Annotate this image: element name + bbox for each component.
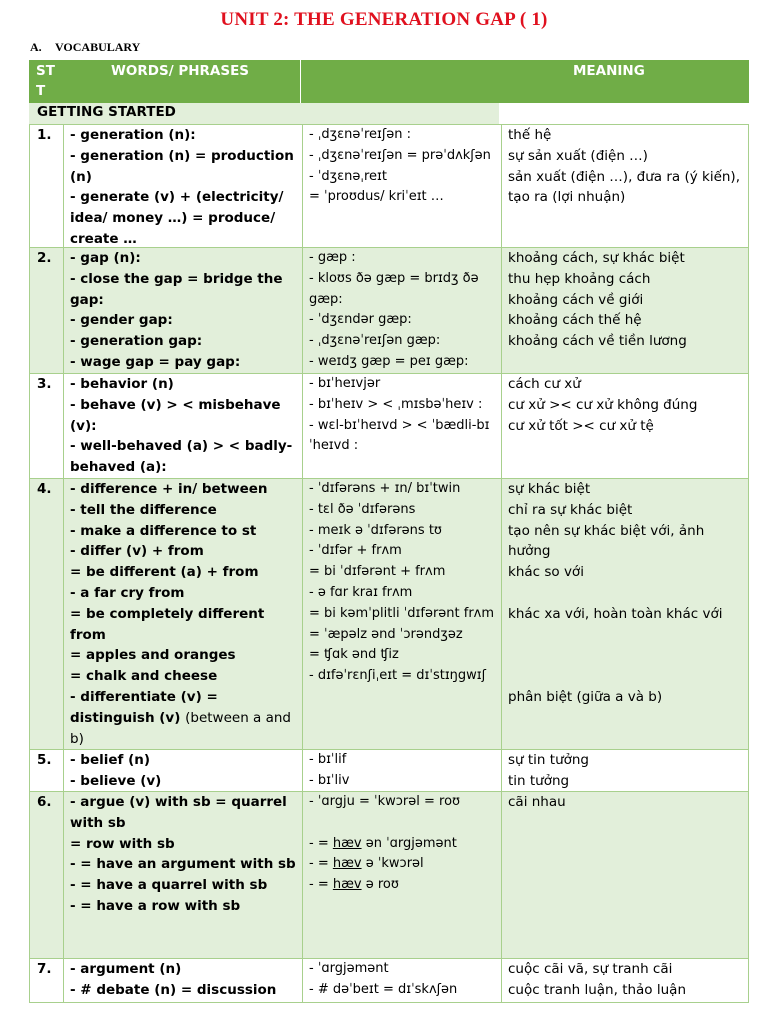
- underlined-ipa: hæv: [332, 856, 362, 872]
- word-line: - belief (n): [70, 752, 151, 768]
- ipa-line: - ˈdɪfər + frʌm: [309, 543, 402, 559]
- word-line: = apples and oranges: [70, 647, 236, 664]
- underlined-ipa: hæv: [332, 877, 362, 893]
- word-line: - well-behaved (a) > < badly-behaved (a):: [70, 438, 293, 476]
- ipa-line: - gæp :: [309, 250, 356, 265]
- meaning-line: cuộc cãi vã, sự tranh cãi: [508, 961, 673, 977]
- getting-started-heading: GETTING STARTED: [29, 103, 499, 124]
- ipa-line: - ˈdʒɛndər gæp:: [309, 312, 412, 328]
- ipa-line: - ˌdʒɛnəˈreɪʃən :: [309, 127, 412, 142]
- word-line: - difference + in/ between: [70, 481, 268, 497]
- word-line: - = have a quarrel with sb: [70, 877, 268, 894]
- header-words: WORDS/ PHRASES: [111, 63, 250, 79]
- section-number: A.: [30, 40, 42, 54]
- meaning-line: cách cư xử: [508, 376, 581, 392]
- word-line: - believe (v): [70, 772, 162, 789]
- word-line: = be completely different from: [70, 605, 265, 643]
- page-title: UNIT 2: THE GENERATION GAP ( 1): [220, 9, 548, 30]
- ipa-line: - wɛl-bɪˈheɪvd > < ˈbædli-bɪˈheɪvd :: [309, 417, 490, 454]
- row-number: 4.: [37, 481, 52, 497]
- row-pronunciation: [302, 750, 501, 791]
- underlined-ipa: hæv: [332, 835, 362, 851]
- row-pronunciation: [302, 248, 501, 373]
- table-row: [29, 479, 749, 750]
- meaning-line: thu hẹp khoảng cách: [508, 270, 651, 287]
- word-line: - generation (n) = production (n): [70, 147, 294, 185]
- meaning-line: tin tưởng: [508, 772, 570, 789]
- ipa-spacer: [309, 813, 497, 834]
- row-pronunciation: [302, 374, 501, 478]
- word-note: (between a and b): [70, 709, 292, 747]
- ipa-line: - tɛl ðə ˈdɪfərəns: [309, 501, 416, 517]
- row-words: [63, 750, 302, 791]
- ipa-line: - bɪˈliv: [309, 772, 350, 788]
- meaning-line: khoảng cách, sự khác biệt: [508, 250, 685, 266]
- word-line: - argue (v) with sb = quarrel with sb: [70, 794, 287, 831]
- section-heading: [30, 40, 140, 55]
- row-words: [63, 479, 302, 749]
- ipa-line: = ʧɑk ənd ʧiz: [309, 647, 399, 663]
- word-line: - wage gap = pay gap:: [70, 353, 241, 370]
- row-meaning: [501, 750, 750, 791]
- ipa-line: - dɪfəˈrɛnʃiˌeɪt = dɪˈstɪŋgwɪʃ: [309, 668, 486, 684]
- ipa-line: - ˈɑrgju = ˈkwɔrəl = roʊ: [309, 794, 461, 809]
- ipa-line: - ˌdʒɛnəˈreɪʃən = prəˈdʌkʃən: [309, 147, 491, 163]
- meaning-line: khoảng cách về giới: [508, 291, 644, 308]
- meaning-line: cư xử tốt >< cư xử tệ: [508, 417, 654, 434]
- meaning-line: chỉ ra sự khác biệt: [508, 501, 633, 518]
- ipa-line: - = hæv ə roʊ: [309, 877, 399, 893]
- section-label: VOCABULARY: [55, 40, 141, 54]
- word-line: - behave (v) > < misbehave (v):: [70, 396, 281, 434]
- ipa-line: - ˈɑrgjəmənt: [309, 961, 389, 976]
- ipa-line: - = hæv ən ˈɑrgjəmənt: [309, 835, 457, 851]
- word-line: - generation gap:: [70, 333, 203, 350]
- table-row: [29, 248, 749, 374]
- meaning-line: khác xa với, hoàn toàn khác với: [508, 605, 723, 622]
- meaning-line: sự tin tưởng: [508, 752, 590, 768]
- row-meaning: [501, 125, 750, 247]
- row-pronunciation: [302, 792, 501, 958]
- meaning-line: thế hệ: [508, 127, 552, 143]
- word-line: - gap (n):: [70, 250, 141, 266]
- meaning-line: phân biệt (giữa a và b): [508, 688, 663, 705]
- row-meaning: [501, 374, 750, 478]
- row-words: [63, 792, 302, 958]
- header-meaning: MEANING: [573, 63, 645, 79]
- table-row: [29, 792, 749, 959]
- word-line: - = have an argument with sb: [70, 856, 296, 873]
- row-words: [63, 248, 302, 373]
- ipa-line: = ˈæpəlz ənd ˈɔrəndʒəz: [309, 626, 463, 642]
- row-meaning: [501, 479, 750, 749]
- ipa-line: = bi ˈdɪfərənt + frʌm: [309, 564, 446, 580]
- word-line: = be different (a) + from: [70, 564, 259, 581]
- word-line: - generation (n):: [70, 127, 196, 143]
- word-text: - differentiate (v) = distinguish (v): [70, 688, 218, 726]
- table-row: [29, 124, 749, 248]
- row-number: 5.: [37, 752, 52, 768]
- ipa-line: - ˈdɪfərəns + ɪn/ bɪˈtwin: [309, 481, 461, 496]
- meaning-spacer: [508, 583, 746, 604]
- ipa-line: - ˈdʒɛnəˌreɪt: [309, 168, 387, 184]
- ipa-line: - weɪdʒ gæp = peɪ gæp:: [309, 353, 469, 369]
- header-st: ST T: [36, 63, 55, 99]
- ipa-line: - meɪk ə ˈdɪfərəns tʊ: [309, 522, 442, 538]
- table-row: [29, 374, 749, 479]
- row-number: 2.: [37, 250, 52, 266]
- row-pronunciation: [302, 125, 501, 247]
- header-divider: [300, 60, 301, 103]
- row-meaning: [501, 959, 750, 1002]
- meaning-line: sản xuất (điện …), đưa ra (ý kiến), tạo ra (lợi nhuận): [508, 168, 740, 206]
- word-line: - tell the difference: [70, 501, 217, 518]
- meaning-line: khoảng cách về tiền lương: [508, 333, 687, 350]
- meaning-line: cuộc tranh luận, thảo luận: [508, 981, 686, 998]
- ipa-line: = bi kəmˈplitli ˈdɪfərənt frʌm: [309, 605, 495, 621]
- word-line: = row with sb: [70, 835, 175, 852]
- row-number: 6.: [37, 794, 52, 810]
- meaning-line: sự sản xuất (điện …): [508, 147, 648, 164]
- row-number: 7.: [37, 961, 52, 977]
- word-line: - make a difference to st: [70, 522, 257, 539]
- ipa-line: - = hæv ə ˈkwɔrəl: [309, 856, 424, 872]
- ipa-line: - bɪˈheɪv > < ˌmɪsbəˈheɪv :: [309, 396, 483, 412]
- word-line: [70, 687, 298, 749]
- meaning-spacer: [508, 625, 746, 687]
- table-header: [29, 60, 749, 103]
- meaning-line: cư xử >< cư xử không đúng: [508, 396, 698, 413]
- word-line: - differ (v) + from: [70, 543, 204, 560]
- ipa-line: - ˌdʒɛnəˈreɪʃən gæp:: [309, 333, 441, 349]
- word-line: - generate (v) + (electricity/ idea/ money …) = produce/ create …: [70, 189, 284, 247]
- word-line: - argument (n): [70, 961, 182, 977]
- ipa-line: - bɪˈheɪvjər: [309, 376, 381, 391]
- word-line: - = have a row with sb: [70, 897, 241, 914]
- table-row: [29, 750, 749, 792]
- ipa-line: - bɪˈlif: [309, 752, 347, 767]
- row-pronunciation: [302, 479, 501, 749]
- meaning-line: khác so với: [508, 564, 584, 581]
- row-meaning: [501, 248, 750, 373]
- ipa-line: - kloʊs ðə gæp = brɪdʒ ðə gæp:: [309, 270, 479, 307]
- table-row: [29, 959, 749, 1003]
- row-number: 1.: [37, 127, 52, 143]
- row-words: [63, 959, 302, 1002]
- ipa-line: - # dəˈbeɪt = dɪˈskʌʃən: [309, 981, 458, 997]
- word-line: - behavior (n): [70, 376, 174, 392]
- ipa-line: = ˈproʊdus/ kriˈeɪt …: [309, 189, 444, 205]
- row-number: 3.: [37, 376, 52, 392]
- word-line: = chalk and cheese: [70, 668, 218, 685]
- word-line: - a far cry from: [70, 584, 185, 601]
- meaning-line: khoảng cách thế hệ: [508, 312, 642, 329]
- word-line: - gender gap:: [70, 312, 173, 329]
- meaning-line: tạo nên sự khác biệt với, ảnh hưởng: [508, 522, 705, 560]
- row-words: [63, 125, 302, 247]
- row-pronunciation: [302, 959, 501, 1002]
- meaning-line: cãi nhau: [508, 794, 566, 810]
- ipa-line: - ə fɑr kraɪ frʌm: [309, 584, 413, 600]
- row-words: [63, 374, 302, 478]
- word-line: - # debate (n) = discussion: [70, 981, 277, 998]
- word-line: - close the gap = bridge the gap:: [70, 270, 283, 308]
- meaning-line: sự khác biệt: [508, 481, 591, 497]
- row-meaning: [501, 792, 750, 958]
